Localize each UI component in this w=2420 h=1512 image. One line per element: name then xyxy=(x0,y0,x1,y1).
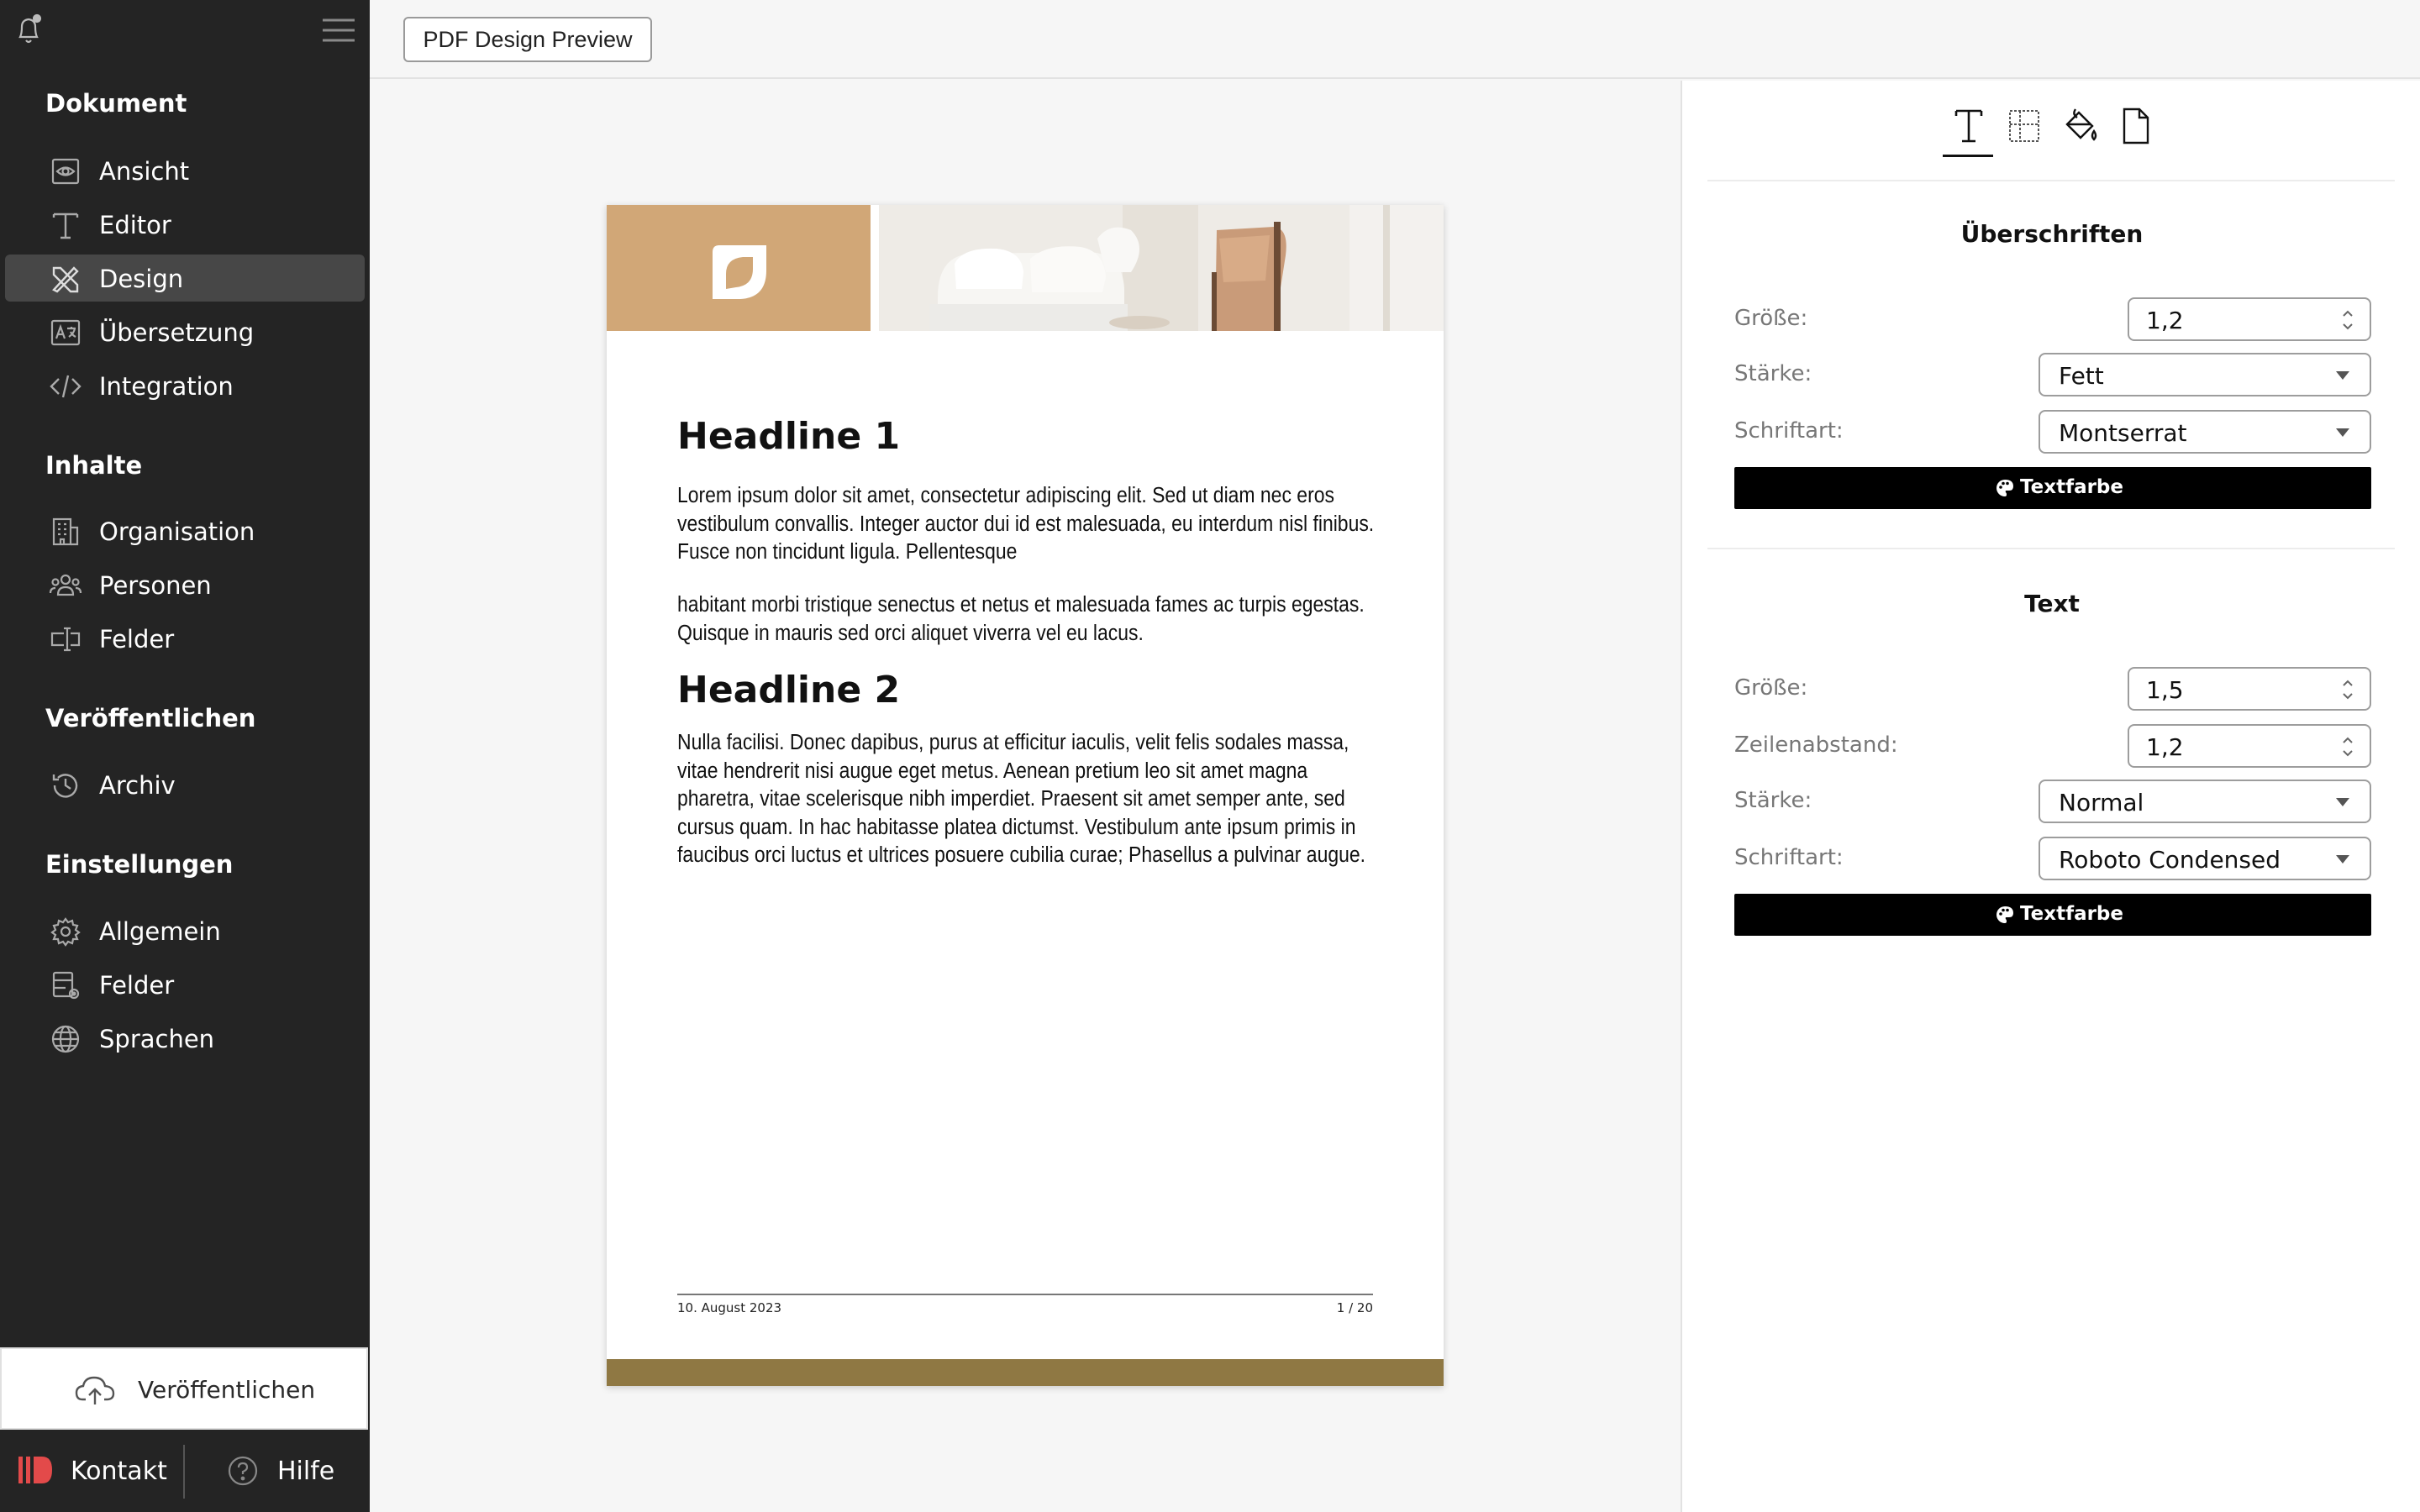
sidebar-item-archiv[interactable] xyxy=(5,761,365,808)
text-text-color-button[interactable]: Textfarbe xyxy=(1734,894,2371,936)
stepper-icon[interactable] xyxy=(2339,675,2356,704)
document-headline-2: Headline 2 xyxy=(677,669,901,711)
headings-weight-select[interactable]: Fett xyxy=(2039,353,2371,396)
sidebar-item-allgemein[interactable] xyxy=(5,907,365,954)
sidebar-item-sprachen[interactable] xyxy=(5,1015,365,1062)
design-tools-icon xyxy=(49,263,82,295)
field-settings-icon xyxy=(49,969,82,1001)
headings-weight-label: Stärke: xyxy=(1734,361,1812,386)
section-title-veroeffentlichen: Veröffentlichen xyxy=(45,704,256,732)
dropdown-arrow-icon xyxy=(2334,853,2351,865)
headings-font-select[interactable]: Montserrat xyxy=(2039,410,2371,454)
sidebar-item-label: Design xyxy=(99,265,184,293)
sidebar-item-personen[interactable] xyxy=(5,561,365,608)
grid-layout-icon xyxy=(2007,106,2042,146)
sidebar-item-uebersetzung[interactable] xyxy=(5,308,365,355)
headings-size-field[interactable] xyxy=(2146,306,2314,334)
section-title-inhalte: Inhalte xyxy=(45,451,143,480)
publish-button[interactable]: Veröffentlichen xyxy=(0,1347,368,1430)
history-icon xyxy=(49,769,82,801)
headings-size-label: Größe: xyxy=(1734,306,1808,331)
tab-page[interactable] xyxy=(2109,104,2160,155)
panel-tabs xyxy=(1682,81,2420,180)
headings-text-color-button[interactable]: Textfarbe xyxy=(1734,467,2371,509)
sidebar-header xyxy=(0,0,370,59)
sidebar-item-felder-einstellungen[interactable] xyxy=(5,961,365,1008)
kontakt-logo-icon xyxy=(18,1455,55,1485)
panel-divider xyxy=(1707,180,2395,181)
sidebar-item-design[interactable] xyxy=(5,255,365,302)
pdf-design-preview-button[interactable]: PDF Design Preview xyxy=(403,17,652,62)
paint-bucket-icon xyxy=(2062,106,2097,146)
text-section-title: Text xyxy=(2024,590,2080,617)
sidebar-item-label: Felder xyxy=(99,625,175,654)
text-line-height-input[interactable] xyxy=(2128,724,2371,768)
sidebar-item-label: Sprachen xyxy=(99,1025,215,1053)
leaf-logo-icon xyxy=(706,240,773,304)
code-icon xyxy=(49,370,82,402)
document-bottom-band xyxy=(607,1359,1444,1386)
sidebar-item-label: Organisation xyxy=(99,517,255,546)
headings-font-label: Schriftart: xyxy=(1734,418,1844,444)
document-headline-1: Headline 1 xyxy=(677,415,901,458)
translate-icon xyxy=(49,317,82,349)
section-title-einstellungen: Einstellungen xyxy=(45,850,234,879)
headings-section-title: Überschriften xyxy=(1960,220,2144,248)
cloud-upload-icon xyxy=(74,1373,116,1408)
palette-icon xyxy=(1995,905,2015,925)
top-bar xyxy=(370,0,2420,79)
dropdown-arrow-icon xyxy=(2334,370,2351,381)
sidebar-item-label: Ansicht xyxy=(99,157,190,186)
sidebar-item-label: Übersetzung xyxy=(99,318,255,347)
tab-text[interactable] xyxy=(1943,104,1993,155)
document-footer-rule xyxy=(677,1294,1373,1295)
text-size-field[interactable] xyxy=(2146,675,2314,704)
headings-size-input[interactable] xyxy=(2128,297,2371,341)
text-line-height-field[interactable] xyxy=(2146,732,2314,761)
kontakt-button[interactable]: Kontakt xyxy=(18,1446,178,1497)
stepper-icon[interactable] xyxy=(2339,732,2356,761)
preview-canvas xyxy=(370,81,1681,1512)
sidebar-item-label: Felder xyxy=(99,971,175,1000)
help-icon xyxy=(227,1455,259,1487)
dropdown-arrow-icon xyxy=(2334,796,2351,808)
menu-icon[interactable] xyxy=(321,17,356,44)
sidebar xyxy=(0,0,370,1512)
document-footer-page-number: 1 / 20 xyxy=(1336,1300,1373,1315)
text-font-label: Schriftart: xyxy=(1734,845,1844,870)
notification-bell-icon[interactable] xyxy=(12,12,45,47)
text-size-label: Größe: xyxy=(1734,675,1808,701)
sidebar-item-label: Archiv xyxy=(99,771,176,800)
sidebar-item-label: Personen xyxy=(99,571,212,600)
header-photo xyxy=(879,205,1444,331)
sidebar-item-label: Integration xyxy=(99,372,234,401)
section-title-dokument: Dokument xyxy=(45,89,187,118)
panel-divider xyxy=(1707,548,2395,549)
sidebar-item-felder-inhalte[interactable] xyxy=(5,615,365,662)
globe-icon xyxy=(49,1023,82,1055)
interior-photo-image xyxy=(879,205,1444,331)
text-icon xyxy=(1951,106,1986,146)
sidebar-item-integration[interactable] xyxy=(5,362,365,409)
sidebar-item-editor[interactable] xyxy=(5,201,365,248)
stepper-icon[interactable] xyxy=(2339,306,2356,334)
document-paragraph-1: Lorem ipsum dolor sit amet, consectetur adipiscing elit. Sed ut diam nec eros vestibulum convallis. Integer auctor dui id est malesuada, eu interdum nisl finibus. Fusce non tincidunt ligula. Pellentesque xyxy=(677,484,1375,564)
sidebar-item-ansicht[interactable] xyxy=(5,147,365,194)
sidebar-footer xyxy=(0,1430,370,1512)
document-footer-date: 10. August 2023 xyxy=(677,1300,782,1315)
document-page xyxy=(607,205,1444,1386)
eye-icon xyxy=(49,155,82,187)
sidebar-item-label: Allgemein xyxy=(99,917,221,946)
gear-icon xyxy=(49,916,82,948)
hilfe-button[interactable]: Hilfe xyxy=(225,1446,360,1497)
text-icon xyxy=(49,209,82,241)
footer-divider xyxy=(183,1445,185,1499)
text-font-select[interactable]: Roboto Condensed xyxy=(2039,837,2371,880)
text-line-height-label: Zeilenabstand: xyxy=(1734,732,1898,758)
tab-colors[interactable] xyxy=(2054,104,2104,155)
palette-icon xyxy=(1995,478,2015,498)
text-weight-label: Stärke: xyxy=(1734,788,1812,813)
document-logo-block xyxy=(607,205,871,331)
tab-layout[interactable] xyxy=(1998,104,2049,155)
text-weight-select[interactable]: Normal xyxy=(2039,780,2371,823)
dropdown-arrow-icon xyxy=(2334,427,2351,438)
document-paragraph-3: Nulla facilisi. Donec dapibus, purus at efficitur iaculis, velit felis sodales massa, vitae hendrerit nisi augue eget metus. Aenean pretium leo sit amet magna pharetra, vitae scelerisque nibh imperdiet. Praesent sit amet semper ante, sed cursus quam. In hac habitasse platea dictumst. Vestibulum ante ipsum primis in faucibus orci luctus et ultrices posuere cubilia curae; Phasellus a pulvinar augue. xyxy=(677,731,1366,867)
design-settings-panel xyxy=(1681,81,2420,1512)
sidebar-item-label: Editor xyxy=(99,211,171,239)
text-size-input[interactable] xyxy=(2128,667,2371,711)
people-icon xyxy=(49,570,82,601)
building-icon xyxy=(49,516,82,548)
document-paragraph-2: habitant morbi tristique senectus et netus et malesuada fames ac turpis egestas. Quisque in mauris sed orci aliquet viverra vel eu lacus. xyxy=(677,593,1365,645)
input-field-icon xyxy=(49,623,82,655)
sidebar-item-organisation[interactable] xyxy=(5,507,365,554)
page-icon xyxy=(2118,106,2153,146)
